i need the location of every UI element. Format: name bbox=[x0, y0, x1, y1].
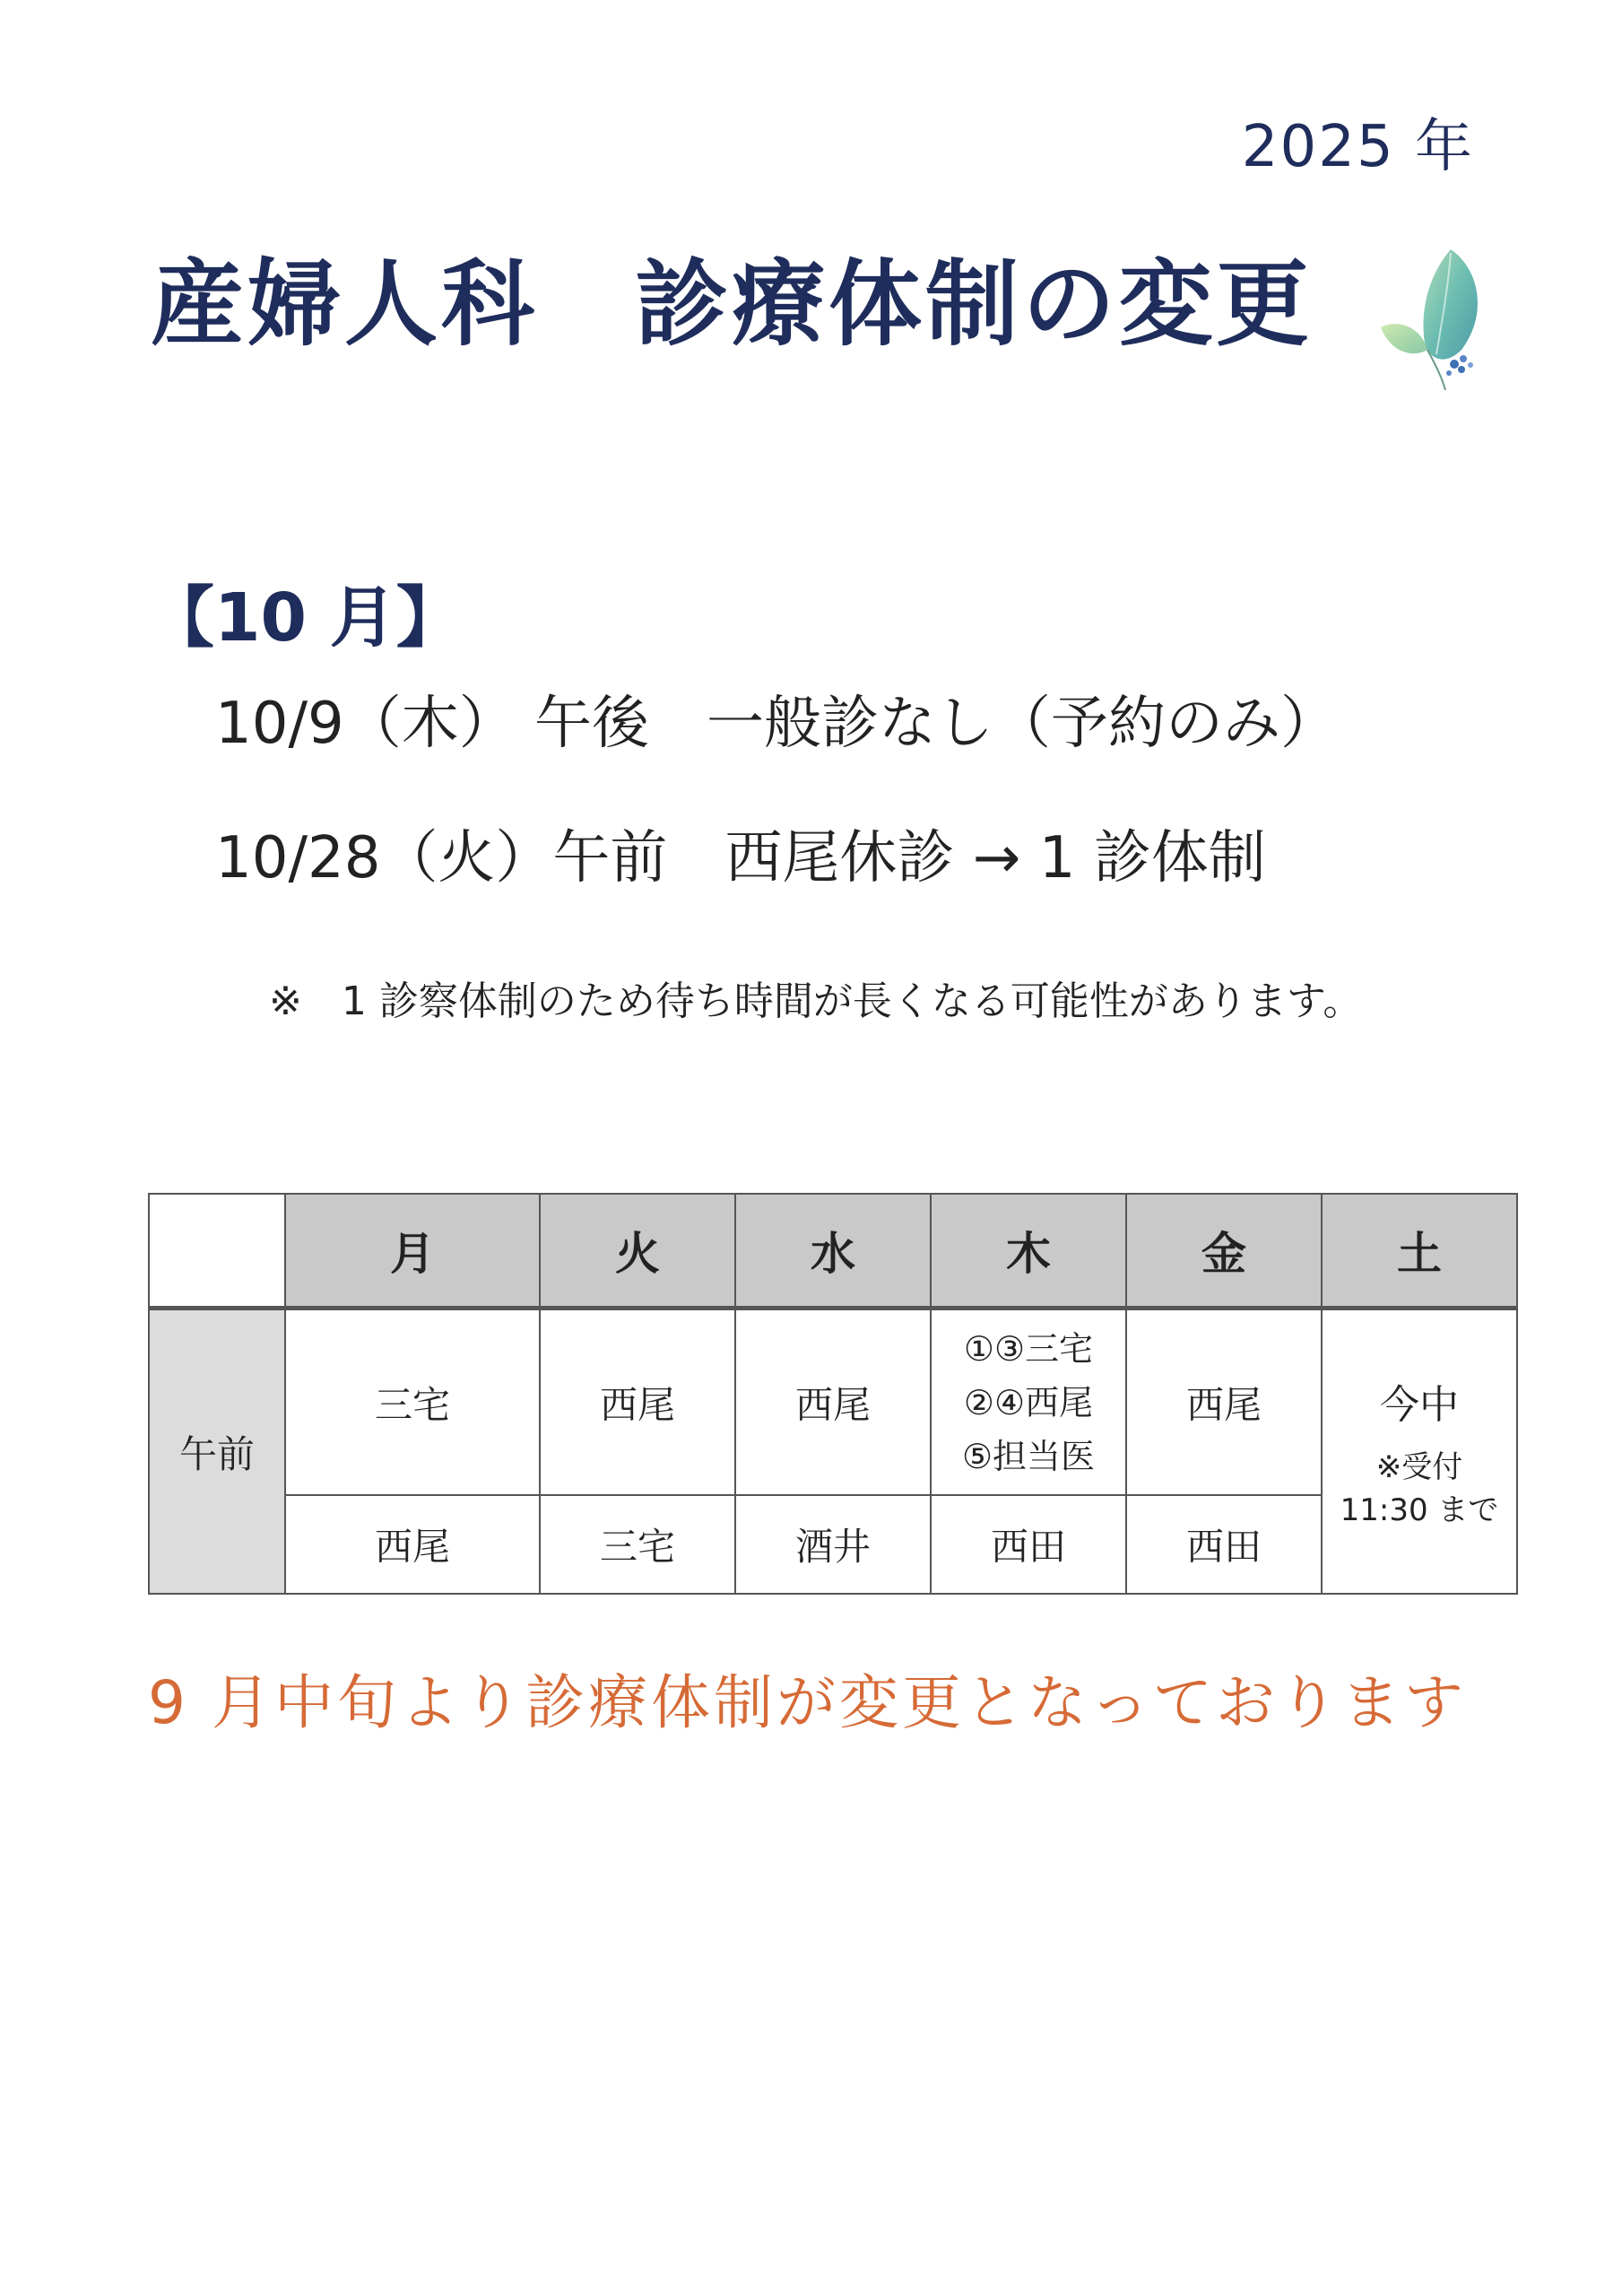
saturday-cell bbox=[1322, 1309, 1517, 1595]
thu-rotation-line: ①③三宅 bbox=[963, 1328, 1094, 1369]
system-change-notice: 9 月中旬より診療体制が変更となっております bbox=[148, 1668, 1467, 1737]
first-clinic-mon: 三宅 bbox=[285, 1309, 540, 1496]
first-clinic-row bbox=[149, 1309, 1517, 1496]
day-header-fri: 金 bbox=[1126, 1194, 1322, 1309]
second-clinic-tue: 三宅 bbox=[540, 1495, 735, 1594]
period-label-am: 午前 bbox=[149, 1309, 285, 1595]
first-clinic-tue: 西尾 bbox=[540, 1309, 735, 1496]
day-header-mon: 月 bbox=[285, 1194, 540, 1309]
weekly-schedule-table bbox=[148, 1193, 1518, 1595]
second-clinic-thu: 西田 bbox=[931, 1495, 1126, 1594]
year-label: 2025 年 bbox=[1241, 114, 1474, 180]
corner-cell bbox=[149, 1194, 285, 1309]
second-clinic-fri: 西田 bbox=[1126, 1495, 1322, 1594]
first-clinic-wed: 西尾 bbox=[735, 1309, 931, 1496]
page-title: 産婦人科 診療体制の変更 bbox=[151, 249, 1314, 359]
saturday-reception-time: 11:30 まで bbox=[1340, 1492, 1499, 1528]
thu-rotation-line: ②④西尾 bbox=[963, 1382, 1094, 1422]
leaf-icon bbox=[1372, 242, 1497, 395]
first-clinic-thu bbox=[931, 1309, 1126, 1496]
day-header-wed: 水 bbox=[735, 1194, 931, 1309]
second-clinic-row bbox=[149, 1495, 1517, 1594]
second-clinic-wed: 酒井 bbox=[735, 1495, 931, 1594]
day-header-thu: 木 bbox=[931, 1194, 1126, 1309]
thu-rotation-line: ⑤担当医 bbox=[961, 1436, 1096, 1476]
second-clinic-mon: 西尾 bbox=[285, 1495, 540, 1594]
schedule-change-item: 10/9（木） 午後 一般診なし（予約のみ） bbox=[215, 691, 1339, 757]
schedule-change-item: 10/28（火）午前 西尾休診 → 1 診体制 bbox=[215, 825, 1266, 891]
first-clinic-fri: 西尾 bbox=[1126, 1309, 1322, 1496]
day-header-tue: 火 bbox=[540, 1194, 735, 1309]
saturday-reception-note: ※受付 bbox=[1375, 1448, 1463, 1485]
day-header-sat: 土 bbox=[1322, 1194, 1517, 1309]
saturday-doctor: 今中 bbox=[1380, 1381, 1459, 1428]
day-header-row bbox=[149, 1194, 1517, 1309]
month-heading: 【10 月】 bbox=[148, 579, 463, 657]
waiting-time-note: ※ 1 診察体制のため待ち時間が長くなる可能性があります。 bbox=[269, 978, 1363, 1024]
